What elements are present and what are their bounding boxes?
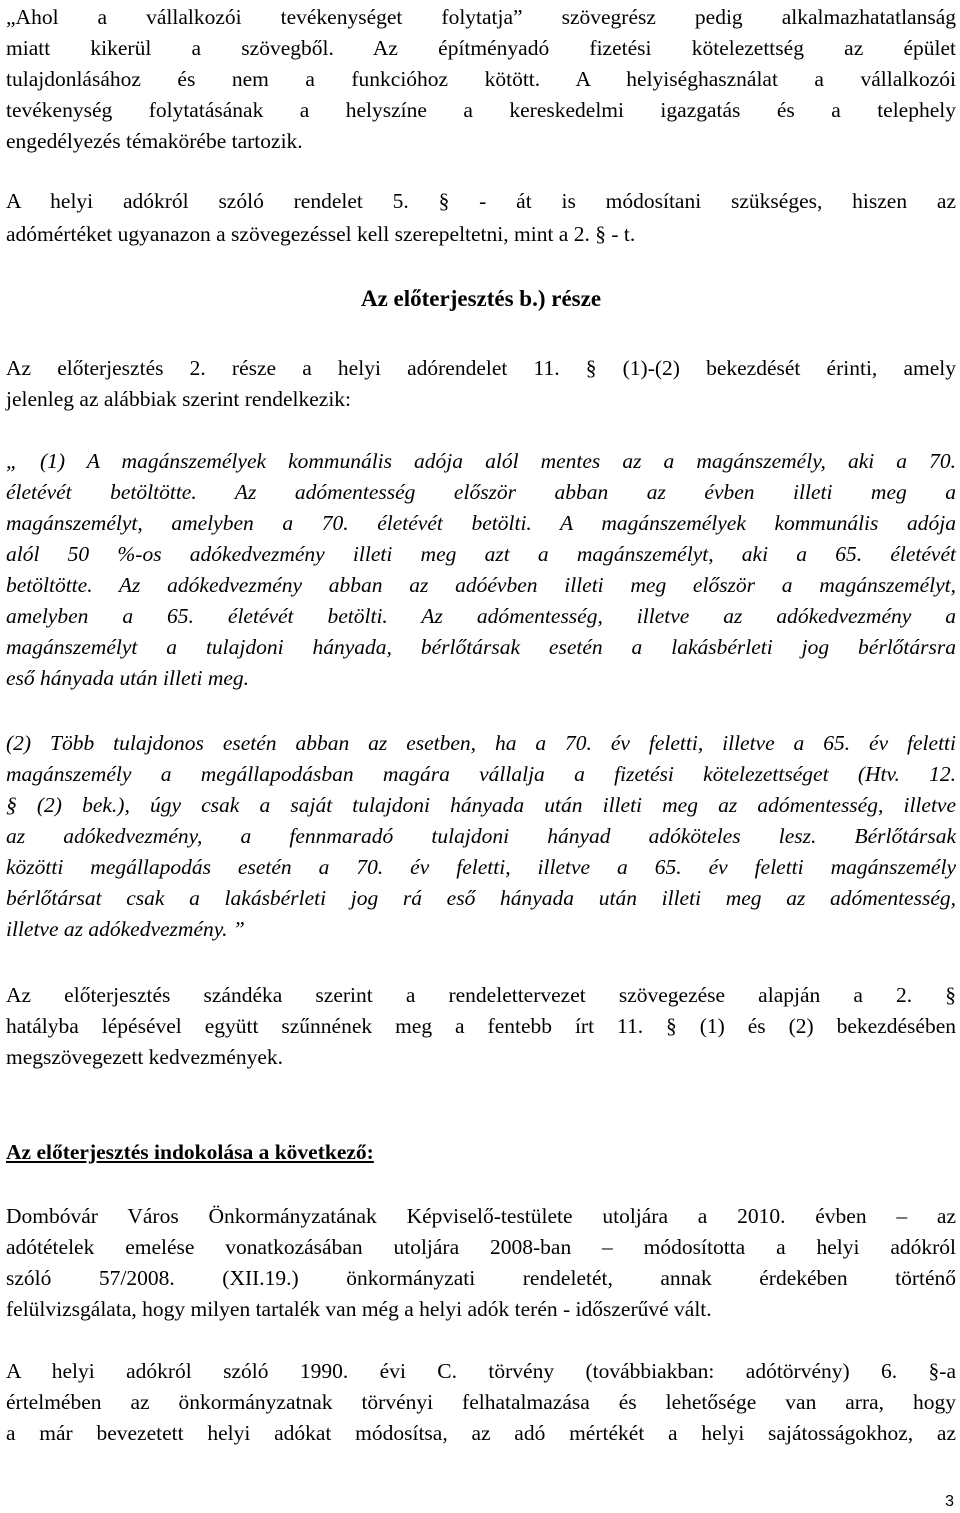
text-line: A helyi adókról szóló 1990. évi C. törvény (továbbiakban: adótörvény) 6. §-a: [6, 1359, 956, 1383]
text-line: miatt kikerül a szövegből. Az építményadó fizetési kötelezettség az épület: [6, 36, 956, 60]
quote-line: betöltötte. Az adókedvezmény abban az adóévben illeti meg először a magánszemélyt,: [6, 573, 956, 597]
subheading: Az előterjesztés indokolása a következő:: [6, 1140, 374, 1164]
quote-line: § (2) bek.), úgy csak a saját tulajdoni hányada után illeti meg az adómentesség, illetve: [6, 793, 956, 817]
page-number: 3: [945, 1493, 954, 1510]
quote-line: (2) Több tulajdonos esetén abban az esetben, ha a 70. év feletti, illetve a 65. év feletti: [6, 731, 956, 755]
text-line: hatályba lépésével együtt szűnnének meg a fentebb írt 11. § (1) és (2) bekezdésében: [6, 1014, 956, 1038]
quote-line: amelyben a 65. életévét betölti. Az adómentesség, illetve az adókedvezmény a: [6, 604, 956, 628]
quote-line: életévét betöltötte. Az adómentesség először abban az évben illeti meg a: [6, 480, 956, 504]
text-line: „Ahol a vállalkozói tevékenységet folytatja” szövegrész pedig alkalmazhatatlanság: [6, 5, 956, 29]
quote-line: magánszemély a megállapodásban magára vállalja a fizetési kötelezettséget (Htv. 12.: [6, 762, 956, 786]
quote-line: közötti megállapodás esetén a 70. év feletti, illetve a 65. év feletti magánszemély: [6, 855, 956, 879]
text-line: Az előterjesztés szándéka szerint a rendelettervezet szövegezése alapján a 2. §: [6, 983, 956, 1007]
text-line: értelmében az önkormányzatnak törvényi felhatalmazása és lehetősége van arra, hogy: [6, 1390, 956, 1414]
quote-line: eső hányada után illeti meg.: [6, 666, 250, 690]
text-line: tulajdonlásához és nem a funkcióhoz kötött. A helyiséghasználat a vállalkozói: [6, 67, 956, 91]
text-line: tevékenység folytatásának a helyszíne a kereskedelmi igazgatás és a telephely: [6, 98, 956, 122]
text-line: adómértéket ugyanazon a szövegezéssel kell szerepeltetni, mint a 2. § - t.: [6, 222, 636, 246]
quote-line: alól 50 %-os adókedvezmény illeti meg azt a magánszemélyt, aki a 65. életévét: [6, 542, 956, 566]
quote-line: magánszemélyt a tulajdoni hányada, bérlőtársak esetén a lakásbérleti jog bérlőtársra: [6, 635, 956, 659]
text-line: jelenleg az alábbiak szerint rendelkezik:: [6, 387, 352, 411]
text-line: szóló 57/2008. (XII.19.) önkormányzati rendeletét, annak érdekében történő: [6, 1266, 956, 1290]
text-line: engedélyezés témakörébe tartozik.: [6, 129, 303, 153]
quote-line: illetve az adókedvezmény. ”: [6, 917, 245, 941]
text-line: a már bevezetett helyi adókat módosítsa, az adó mértékét a helyi sajátosságokhoz, az: [6, 1421, 956, 1445]
text-line: Az előterjesztés 2. része a helyi adórendelet 11. § (1)-(2) bekezdését érinti, amely: [6, 356, 956, 380]
quote-line: magánszemélyt, amelyben a 70. életévét betölti. A magánszemélyek kommunális adója: [6, 511, 956, 535]
text-line: megszövegezett kedvezmények.: [6, 1045, 283, 1069]
text-line: felülvizsgálata, hogy milyen tartalék van még a helyi adók terén - időszerűvé vált.: [6, 1297, 712, 1321]
quote-line: „ (1) A magánszemélyek kommunális adója alól mentes az a magánszemély, aki a 70.: [6, 449, 956, 473]
quote-line: bérlőtársat csak a lakásbérleti jog rá eső hányada után illeti meg az adómentesség,: [6, 886, 956, 910]
text-line: A helyi adókról szóló rendelet 5. § - át is módosítani szükséges, hiszen az: [6, 189, 956, 213]
section-heading: Az előterjesztés b.) része: [360, 286, 602, 311]
quote-line: az adókedvezmény, a fennmaradó tulajdoni hányad adóköteles lesz. Bérlőtársak: [6, 824, 956, 848]
text-line: Dombóvár Város Önkormányzatának Képviselő-testülete utoljára a 2010. évben – az: [6, 1204, 956, 1228]
text-line: adótételek emelése vonatkozásában utoljára 2008-ban – módosította a helyi adókról: [6, 1235, 956, 1259]
